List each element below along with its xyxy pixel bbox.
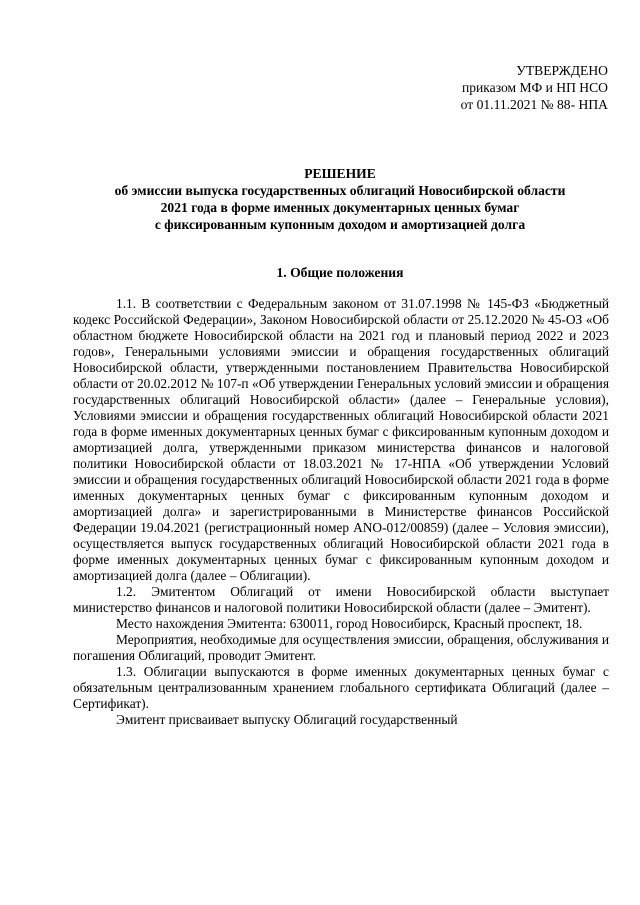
paragraph-issuer-activities: Мероприятия, необходимые для осуществления эмиссии, обращения, обслуживания и погашения Облигаций, проводит Эмитент. bbox=[73, 632, 609, 663]
paragraph-1-1: 1.1. В соответствии с Федеральным законом от 31.07.1998 № 145-ФЗ «Бюджетный кодекс Российской Федерации», Законом Новосибирской области от 25.12.2020 № 45-ОЗ «Об областном бюджете Новосибирской области на 2021 год и плановый период 2022 и 2023 годов», Генеральными условиями эмиссии и обращения государственных облигаций Новосибирской области, утвержденными постановлением Правительства Новосибирской области от 20.02.2012 № 107-п «Об утверждении Генеральных условий эмиссии и обращения государственных облигаций Новосибирской области» (далее – Генеральные условия), Условиями эмиссии и обращения государственных облигаций Новосибирской области 2021 года в форме именных документарных ценных бумаг с фиксированным купонным доходом и амортизацией долга, утвержденными приказом министерства финансов и налоговой политики Новосибирской области от 18.03.2021 № 17-НПА «Об утверждении Условий эмиссии и обращения государственных облигаций Новосибирской области 2021 года в форме именных документарных ценных бумаг с фиксированным купонным доходом и амортизацией долга» и зарегистрированными в Министерстве финансов Российской Федерации 19.04.2021 (регистрационный номер ANO-012/00859) (далее – Условия эмиссии), осуществляется выпуск государственных облигаций Новосибирской области 2021 года в форме именных документарных ценных бумаг с фиксированным купонным доходом и амортизацией долга (далее – Облигации). bbox=[73, 296, 609, 583]
title-subject-line-1: об эмиссии выпуска государственных облигаций Новосибирской области bbox=[114, 183, 566, 198]
paragraph-issuer-location: Место нахождения Эмитента: 630011, город Новосибирск, Красный проспект, 18. bbox=[116, 616, 583, 631]
title-subject-line-3: с фиксированным купонным доходом и амортизацией долга bbox=[154, 217, 526, 232]
paragraph-state-number: Эмитент присваивает выпуску Облигаций государственный bbox=[116, 712, 458, 727]
approval-order: приказом МФ и НП НСО bbox=[461, 80, 608, 95]
paragraph-1-3: 1.3. Облигации выпускаются в форме именных документарных ценных бумаг с обязательным централизованным хранением глобального сертификата Облигаций (далее – Сертификат). bbox=[73, 664, 609, 711]
title-subject-line-2: 2021 года в форме именных документарных ценных бумаг bbox=[160, 200, 520, 215]
approval-date-number: от 01.11.2021 № 88- НПА bbox=[460, 97, 608, 112]
approval-stamp bbox=[461, 62, 608, 113]
title-heading: РЕШЕНИЕ bbox=[304, 166, 376, 181]
document-title bbox=[40, 165, 640, 233]
approval-status: УТВЕРЖДЕНО bbox=[516, 63, 608, 78]
paragraph-1-2: 1.2. Эмитентом Облигаций от имени Новосибирской области выступает министерство финансов и налоговой политики Новосибирской области (далее – Эмитент). bbox=[73, 584, 609, 615]
section-body bbox=[73, 296, 609, 728]
section-heading: 1. Общие положения bbox=[276, 265, 404, 280]
